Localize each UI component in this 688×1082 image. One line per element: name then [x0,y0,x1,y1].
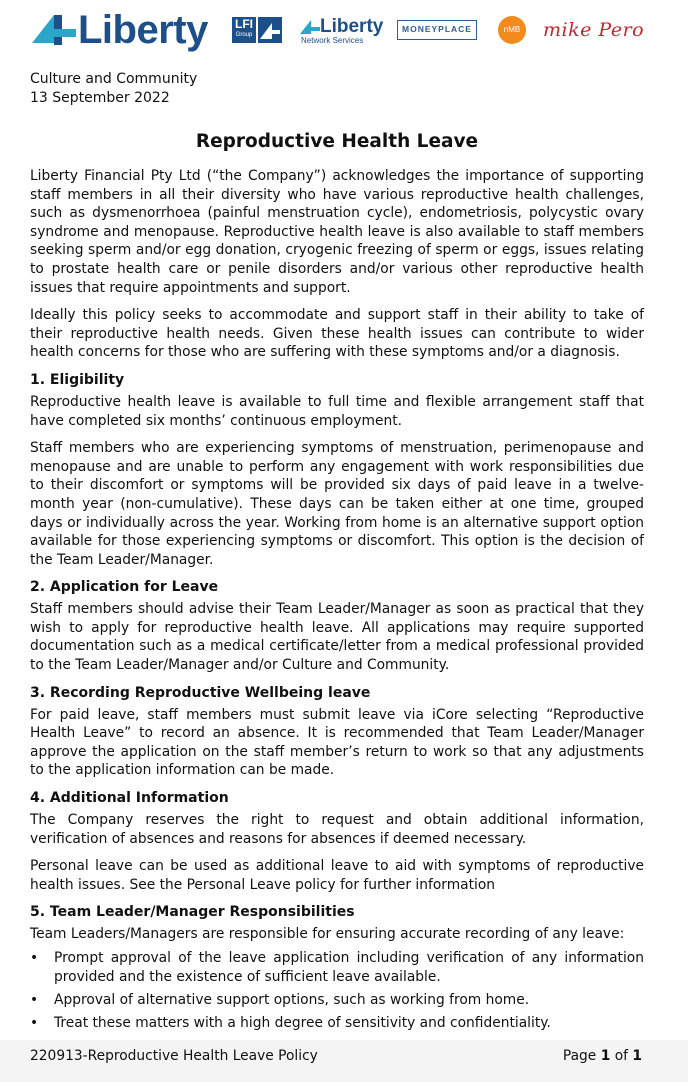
intro-paragraph: Liberty Financial Pty Ltd (“the Company”) acknowledges the importance of supporting staff members in all their diversity who have various reproductive health challenges, such as dysmenorrhoea (painful menstruation cycle), endometriosis, polycystic ovary syndrome and menopause. Reproductive health leave is also available to staff members seeking sperm and/or egg donation, cryogenic freezing of sperm or eggs, issues relating to prostate health care or penile disorders and/or various other reproductive health issues that require appointments and support. [30,168,644,296]
page-total: 1 [632,1048,642,1064]
section-heading-additional-info: 4. Additional Information [30,790,229,807]
page-number [563,1047,642,1065]
page-label: Page [562,1048,597,1064]
nmb-logo: nMB [498,16,526,44]
network-logo-subtext: Network Services [301,36,364,45]
list-item: • Approval of alternative support options, such as working from home. [30,991,644,1010]
section-paragraph: Team Leaders/Managers are responsible for ensuring accurate recording of any leave: [30,926,625,943]
list-item: • Treat these matters with a high degree of sensitivity and confidentiality. [30,1014,644,1033]
moneyplace-logo: MONEYPLACE [397,20,477,40]
intro-paragraph: Ideally this policy seeks to accommodate and support staff in their ability to take of their reproductive health needs. Given these health issues can contribute to wider health concerns for those who are suffering with these symptoms and/or a diagnosis. [30,307,644,361]
section-paragraph: For paid leave, staff members must submit leave via iCore selecting “Reproductive Health Leave” to record an absence. It is recommended that Team Leader/Manager approve the application on the staff member’s return to work so that any adjustments to the application information can be made. [30,706,644,779]
liberty-logo [32,8,208,52]
page-footer [0,1040,688,1082]
lfi-arrow-icon [258,17,282,43]
liberty-logo-text: Liberty [78,8,208,52]
list-item: • Prompt approval of the leave application including verification of any information provided and the existence of sufficient leave available. [30,949,644,986]
section-paragraph: Staff members should advise their Team Leader/Manager as soon as practical that they wish to apply for reproductive health leave. All applications may require supported documentation such as a medical certificate/letter from a medical professional provided to the Team Leader/Manager and/or Culture and Community. [30,601,644,674]
document-body [30,70,644,1037]
section-heading-responsibilities: 5. Team Leader/Manager Responsibilities [30,904,355,921]
responsibilities-list [30,949,644,1032]
liberty-network-services-logo [300,16,384,46]
section-heading-application: 2. Application for Leave [30,579,219,596]
section-paragraph: Staff members who are experiencing symptoms of menstruation, perimenopause and menopause and are unable to perform any engagement with work responsibilities due to their discomfort or symptoms will be provided six days of paid leave in a twelve-month year (non-cumulative). These days can be taken either at one time, grouped days or individually across the year. Working from home is an alternative support option available for those experiencing symptoms or discomfort. This option is the decision of the Team Leader/Manager. [30,440,644,568]
network-logo-text: Liberty [320,16,384,37]
section-heading-eligibility: 1. Eligibility [30,371,125,388]
mike-pero-logo: mike Pero [543,19,645,41]
logo-bar [0,0,688,60]
liberty-arrow-icon [32,13,76,47]
document-date: 13 September 2022 [30,90,170,106]
page-of: of [614,1048,628,1064]
network-arrow-icon [300,18,320,36]
section-paragraph: Reproductive health leave is available to full time and flexible arrangement staff that have completed six months’ continuous employment. [30,393,644,429]
department-name: Culture and Community [30,71,198,87]
lfi-logo-text: LFI [235,17,253,31]
section-paragraph: The Company reserves the right to request and obtain additional information, verification of absences and reasons for absences if deemed necessary. [30,812,644,847]
section-paragraph: Personal leave can be used as additional leave to aid with symptoms of reproductive health issues. See the Personal Leave policy for further information [30,858,644,893]
section-heading-recording: 3. Recording Reproductive Wellbeing leave [30,684,371,701]
document-meta [30,70,644,108]
lfi-group-logo [232,17,282,43]
footer-doc-id: 220913-Reproductive Health Leave Policy [30,1048,318,1064]
page-current: 1 [600,1048,611,1064]
lfi-logo-subtext: Group [235,32,253,38]
page-title: Reproductive Health Leave [195,131,479,152]
